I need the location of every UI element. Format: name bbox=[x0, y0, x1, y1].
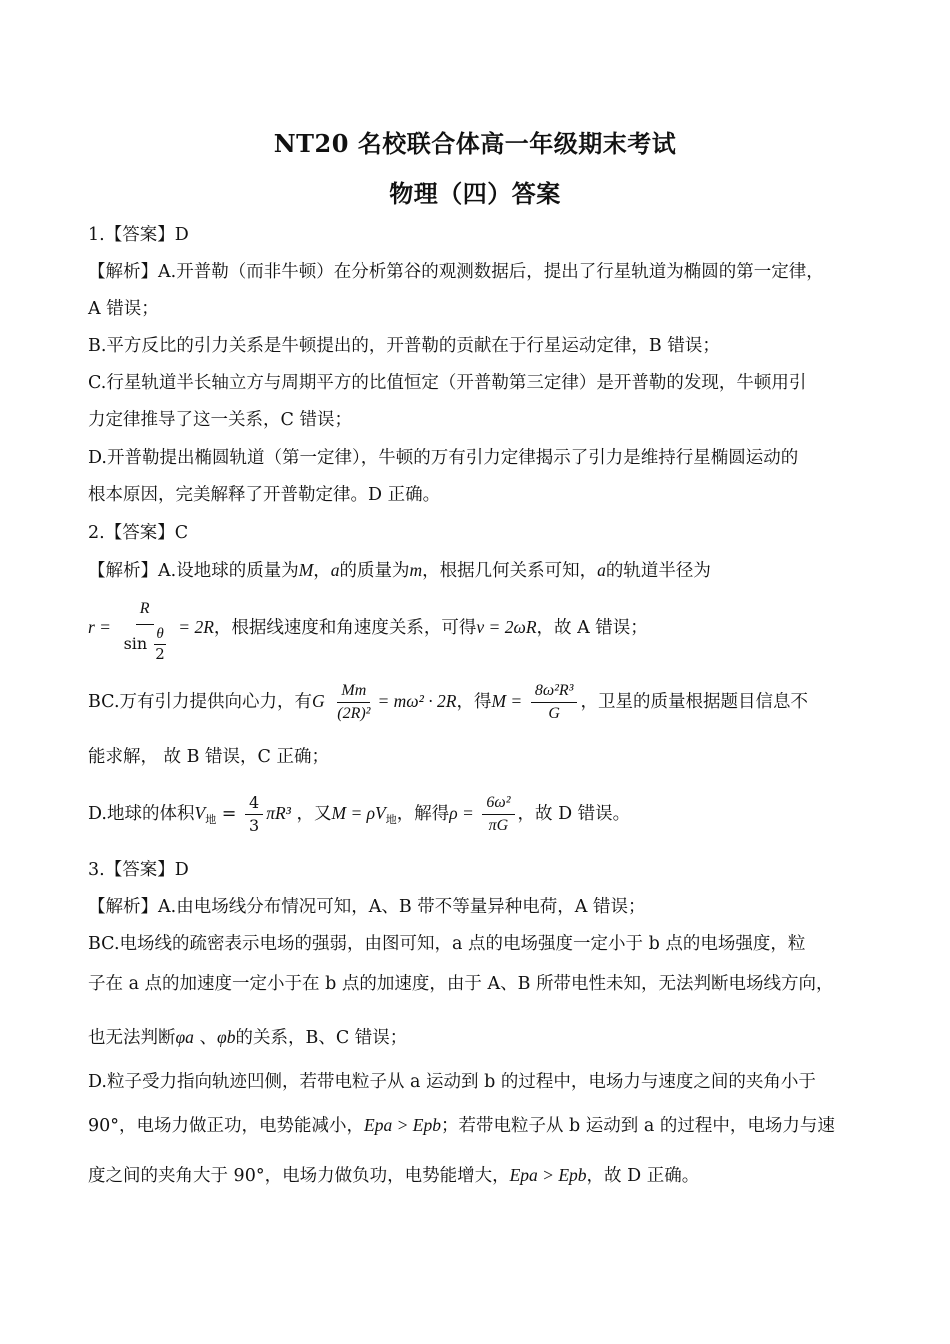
gravity-fraction: $\frac{Mm}{\text{(2R)²}}$ bbox=[337, 682, 371, 722]
v-formula: v = 2ωR bbox=[476, 617, 537, 637]
density-fraction: $\frac{\text{6ω²}}{\pi G}$ bbox=[482, 792, 514, 837]
q1-analysis-a-cont: A 错误； bbox=[88, 299, 159, 319]
q2-analysis-bc-cont: 能求解， 故 B 错误，C 正确； bbox=[88, 747, 330, 767]
mass-fraction: $\frac{\text{8ω²R³}}{G}$ bbox=[531, 680, 578, 725]
q1-analysis-d: D.开普勒提出椭圆轨道（第一定律），牛顿的万有引力定律揭示了引力是维持行星椭圆运动的 bbox=[88, 448, 799, 468]
q3-analysis-d: D.粒子受力指向轨迹凹侧，若带电粒子从 a 运动到 b 的过程中，电场力与速度之间的夹角小于 bbox=[88, 1072, 816, 1092]
q3-analysis-bc: BC.电场线的疏密表示电场的强弱，由图可知，a 点的电场强度一定小于 b 点的电场强度，粒 bbox=[88, 934, 806, 954]
q3-analysis-bc-cont: 子在 a 点的加速度一定小于在 b 点的加速度，由于 A、B 所带电性未知，无法判断电场线方向， bbox=[88, 974, 834, 994]
q3-answer: 3.【答案】D bbox=[88, 860, 189, 880]
q1-analysis-a: 【解析】A.开普勒（而非牛顿）在分析第谷的观测数据后，提出了行星轨道为椭圆的第一定律， bbox=[88, 262, 824, 282]
r-fraction bbox=[120, 594, 170, 664]
document-subtitle: 物理（四）答案 bbox=[389, 179, 561, 208]
q1-analysis-b: B.平方反比的引力关系是牛顿提出的，开普勒的贡献在于行星运动定律，B 错误； bbox=[88, 336, 720, 356]
q2-analysis-bc: BC.万有引力提供向心力，有G $\frac{Mm}{\text{(2R)²}}$ = mω² · 2R，得M = $\frac{\text{8ω²R³}}{G}$ ，卫星的质量根据题目信息不 bbox=[88, 676, 868, 727]
document-title: NT20 名校联合体高一年级期末考试 bbox=[273, 129, 677, 158]
q2-analysis-a: 【解析】A.设地球的质量为M，a的质量为m，根据几何关系可知，a的轨道半径为 bbox=[88, 560, 711, 581]
q3-analysis-d-cont: 90°，电场力做正功，电势能减小，Epa > Epb；若带电粒子从 b 运动到 a 的过程中，电场力与速 bbox=[88, 1115, 835, 1136]
volume-fraction: $\frac{4}{3}$ bbox=[245, 792, 263, 837]
q1-analysis-d-cont: 根本原因，完美解释了开普勒定律。D 正确。 bbox=[88, 485, 441, 505]
q1-analysis-c-cont: 力定律推导了这一关系，C 错误； bbox=[88, 410, 352, 430]
q2-answer: 2.【答案】C bbox=[88, 523, 189, 543]
q1-answer: 1.【答案】D bbox=[88, 225, 189, 245]
r-lhs: r = bbox=[88, 617, 111, 637]
q3-analysis-a: 【解析】A.由电场线分布情况可知，A、B 带不等量异种电荷，A 错误； bbox=[88, 897, 646, 917]
r-rhs: = 2R bbox=[178, 617, 214, 637]
q1-analysis-c: C.行星轨道半长轴立方与周期平方的比值恒定（开普勒第三定律）是开普勒的发现，牛顿用引 bbox=[88, 373, 807, 393]
q3-analysis-bc-cont2: 也无法判断φa 、φb的关系，B、C 错误； bbox=[88, 1027, 408, 1048]
r-numerator: R bbox=[136, 594, 154, 625]
q2-analysis-d: D.地球的体积$V_地$ = $\frac{4}{3}$ πR³ ，又$M = \rho V_地$，解得ρ = $\frac{\text{6ω²}}{\pi G}$ ，故 D 错误。 bbox=[88, 793, 631, 835]
q3-analysis-d-cont2: 度之间的夹角大于 90°，电场力做负功，电势能增大，Epa > Epb，故 D 正确。 bbox=[88, 1165, 700, 1186]
r-denominator: sin $\frac{\theta}{2}$ bbox=[123, 625, 165, 663]
q2-radius-formula: r = R sin $\frac{\theta}{2}$ = 2R，根据线速度和角速度关系，可得v = 2ωR，故 A 错误； bbox=[88, 592, 868, 664]
